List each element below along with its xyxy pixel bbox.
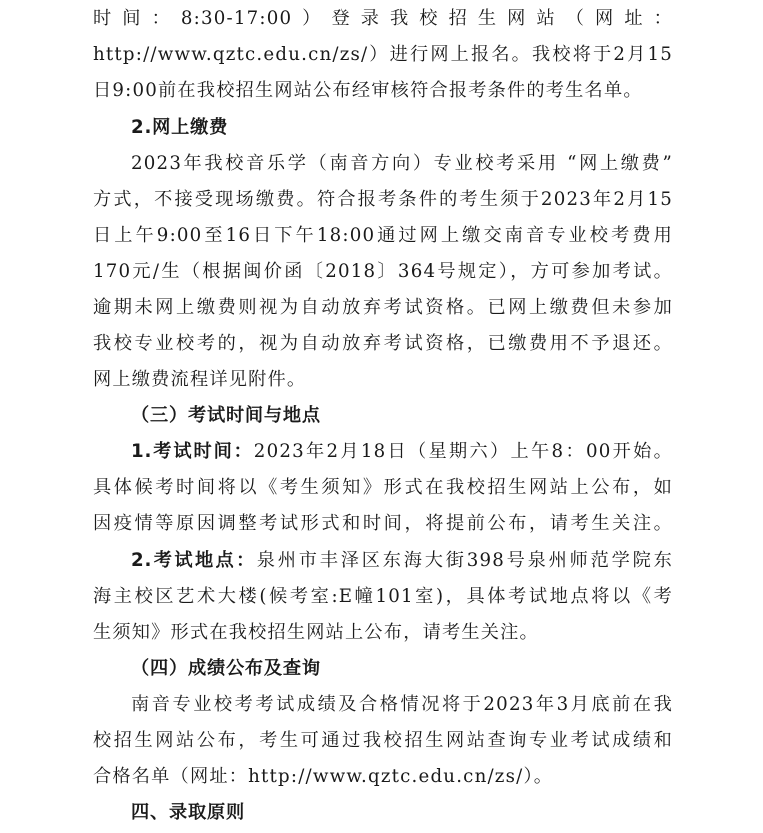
section-heading-admission: 四、录取原则 [131, 802, 245, 823]
paragraph-line: 时间：8:30-17:00）登录我校招生网站（网址： [93, 8, 673, 29]
paragraph-line: http://www.qztc.edu.cn/zs/）进行网上报名。我校将于2月15 [93, 44, 673, 65]
paragraph-line: 具体候考时间将以《考生须知》形式在我校招生网站上公布，如 [93, 477, 673, 498]
paragraph-line: 生须知》形式在我校招生网站上公布，请考生关注。 [93, 622, 539, 643]
exam-place-label: 2.考试地点： [131, 550, 257, 571]
paragraph-line: 方式，不接受现场缴费。符合报考条件的考生须于2023年2月15 [93, 189, 673, 210]
paragraph-line: 网上缴费流程详见附件。 [93, 369, 307, 390]
paragraph-line: 逾期未网上缴费则视为自动放弃考试资格。已网上缴费但未参加 [93, 297, 673, 318]
paragraph-line: 日9:00前在我校招生网站公布经审核符合报考条件的考生名单。 [93, 80, 643, 101]
paragraph-line: 我校专业校考的，视为自动放弃考试资格，已缴费用不予退还。 [93, 333, 673, 354]
paragraph-line: 2023年我校音乐学（南音方向）专业校考采用 “网上缴费” [131, 153, 673, 174]
exam-time-line [131, 435, 673, 469]
section-heading-fee: 2.网上缴费 [131, 117, 229, 138]
paragraph-line: 因疫情等原因调整考试形式和时间，将提前公布，请考生关注。 [93, 513, 673, 534]
exam-time-label: 1.考试时间： [131, 441, 254, 462]
paragraph-line: 日上午9:00至16日下午18:00通过网上缴交南音专业校考费用 [93, 225, 673, 246]
section-heading-results: （四）成绩公布及查询 [131, 658, 321, 679]
exam-place-text: 泉州市丰泽区东海大街398号泉州师范学院东 [256, 550, 673, 571]
paragraph-line: 南音专业校考考试成绩及合格情况将于2023年3月底前在我 [131, 694, 673, 715]
exam-time-text: 2023年2月18日（星期六）上午8：00开始。 [253, 441, 673, 462]
paragraph-line: 合格名单（网址：http://www.qztc.edu.cn/zs/）。 [93, 766, 554, 787]
section-heading-time-place: （三）考试时间与地点 [131, 405, 321, 426]
paragraph-line: 海主校区艺术大楼(候考室:E幢101室)，具体考试地点将以《考 [93, 586, 673, 607]
exam-place-line [131, 544, 673, 578]
paragraph-line: 170元/生（根据闽价函〔2018〕364号规定），方可参加考试。 [93, 261, 673, 282]
paragraph-line: 校招生网站公布，考生可通过我校招生网站查询专业考试成绩和 [93, 730, 673, 751]
